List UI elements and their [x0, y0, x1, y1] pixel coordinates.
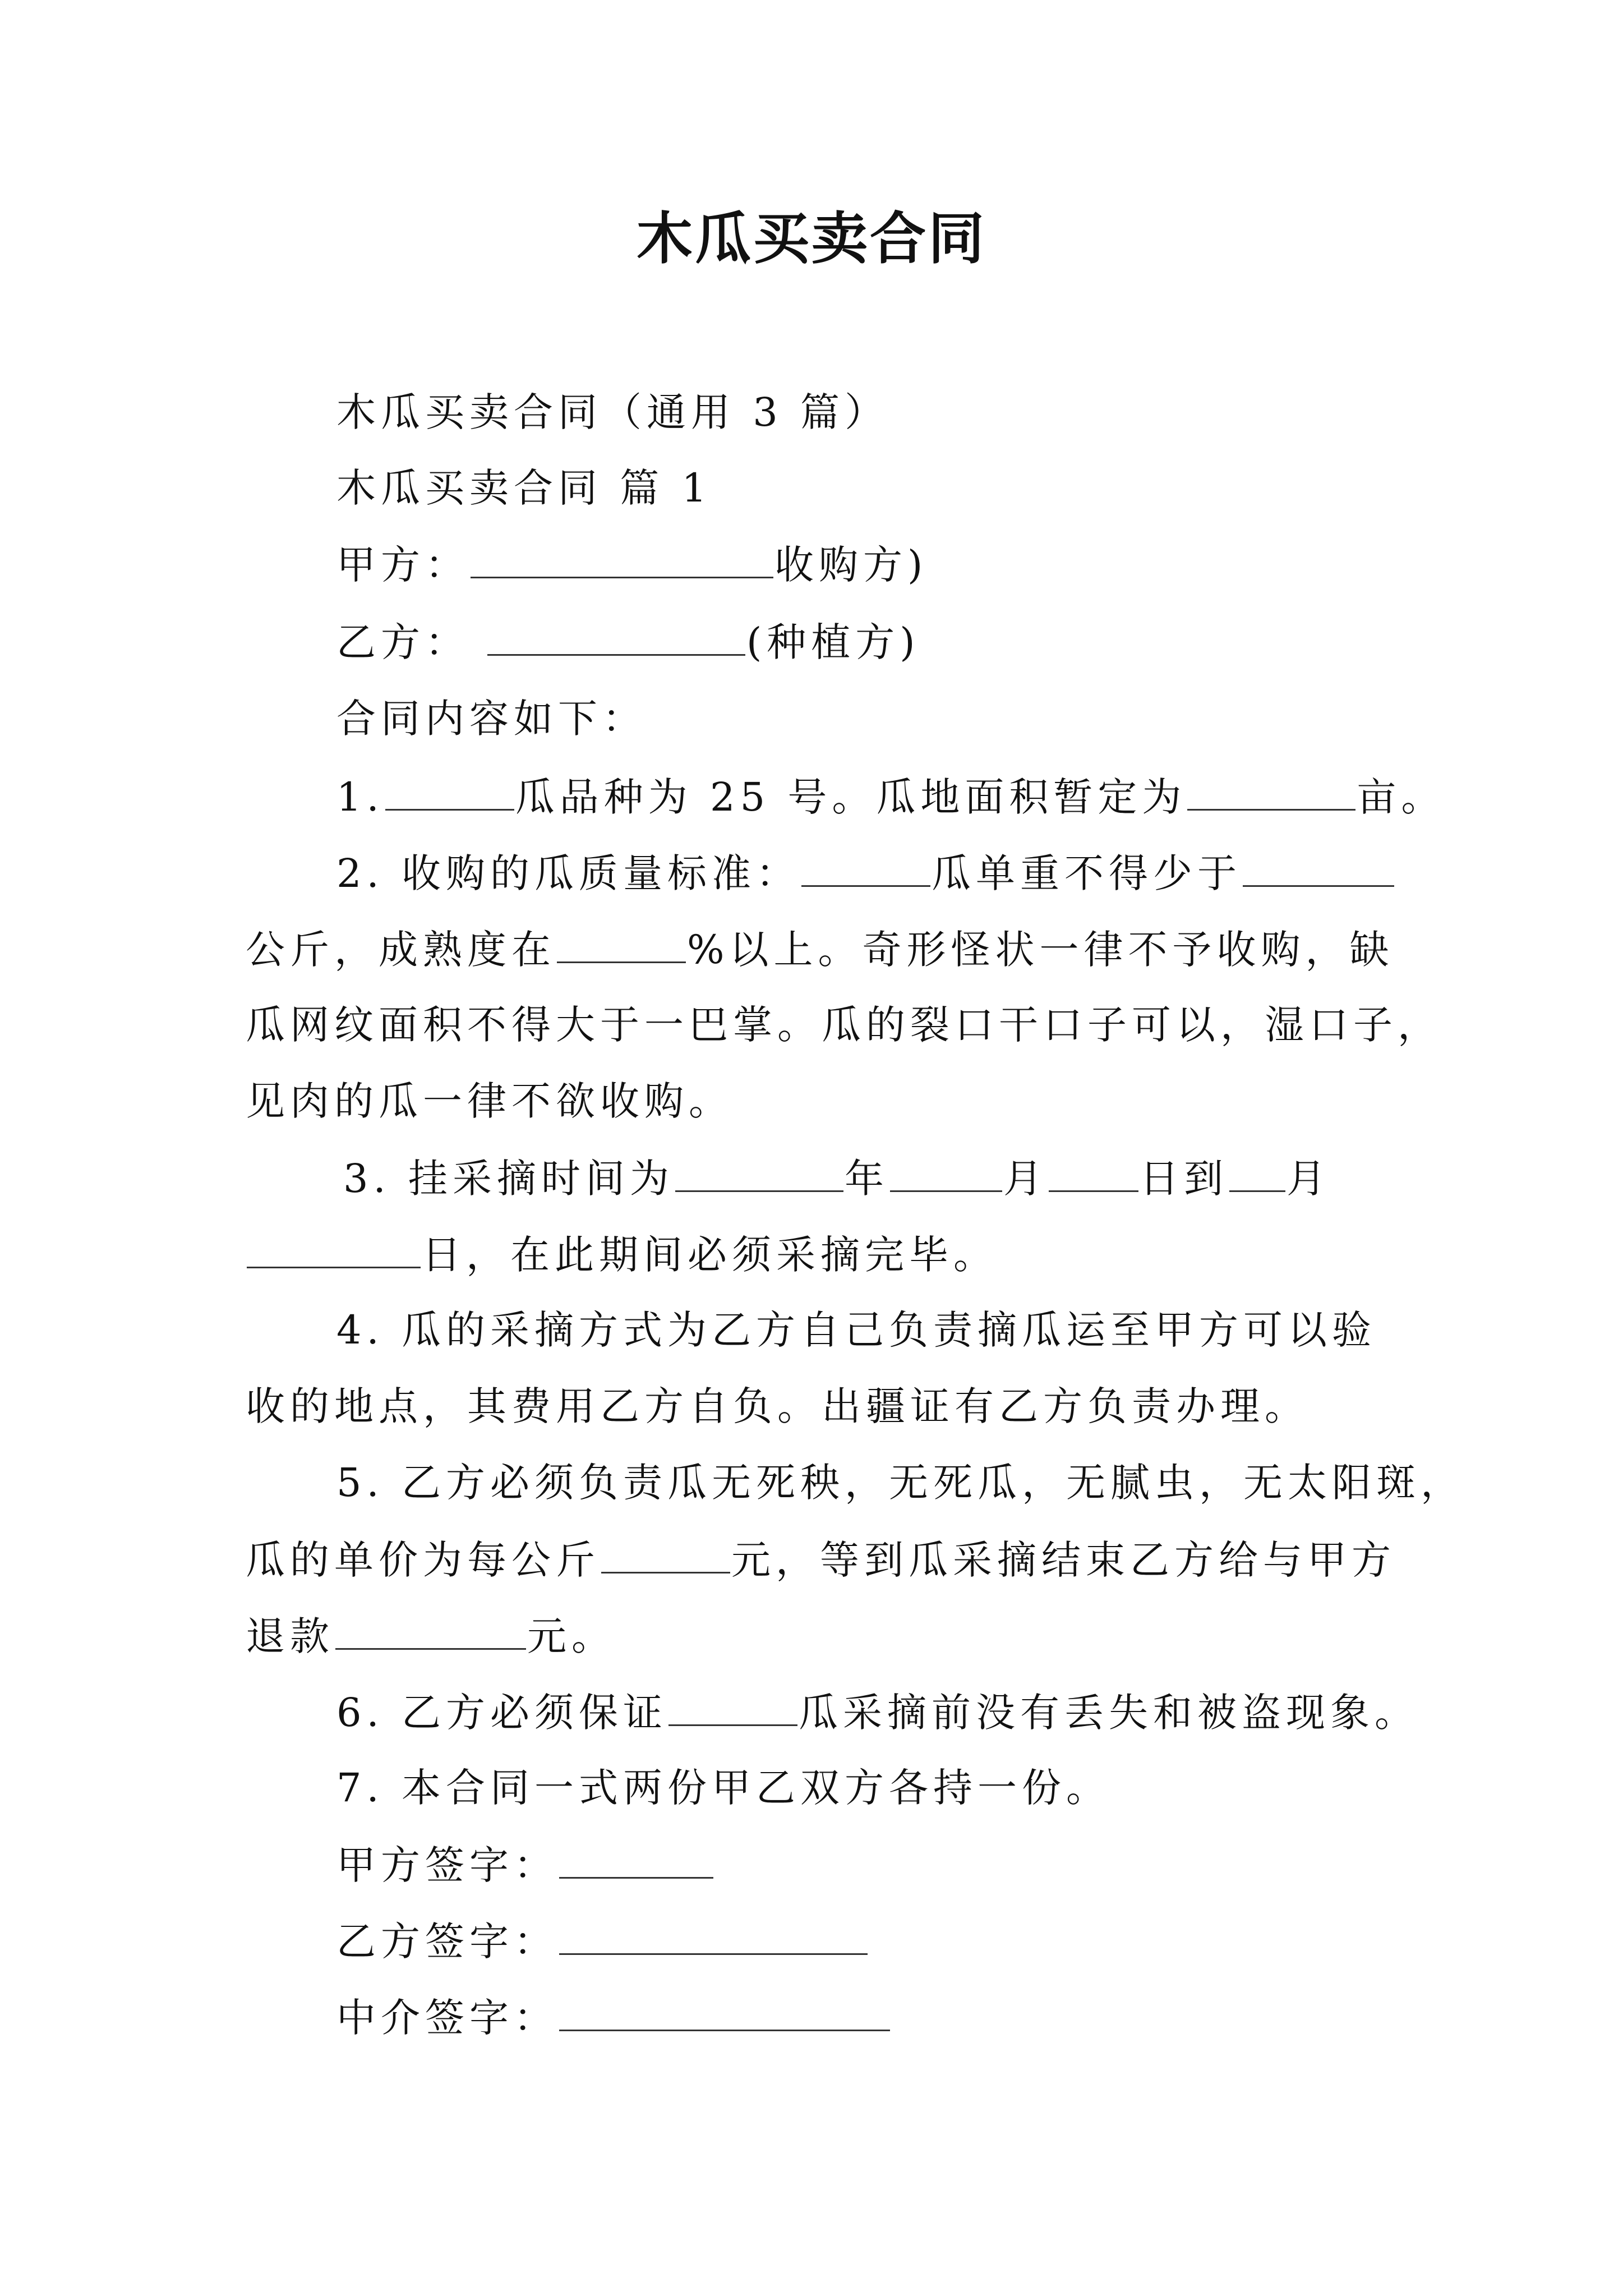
clause-7	[336, 1757, 1110, 1819]
clause-2-text-a: 2. 收购的瓜质量标准：	[336, 850, 801, 896]
clause-4-line-2	[246, 1375, 1309, 1437]
clause-3-blank-month	[890, 1147, 1002, 1192]
clause-1-text: 瓜品种为 25 号。瓜地面积暂定为	[515, 774, 1187, 820]
party-b-line	[336, 610, 920, 673]
clause-3-text-b: 日，在此期间必须采摘完毕。	[422, 1232, 998, 1278]
clause-3-blank-day	[1049, 1147, 1138, 1192]
party-b-role: (种植方)	[746, 619, 920, 665]
clause-6-blank	[668, 1681, 797, 1726]
clause-2-blank-kind	[801, 841, 930, 887]
signature-party-b	[336, 1910, 869, 1972]
clause-2-text-e: 瓜网纹面积不得大于一巴掌。瓜的裂口干口子可以，湿口子，	[246, 1002, 1442, 1048]
clause-2-line-4	[246, 1070, 733, 1132]
clause-1	[336, 765, 1445, 828]
signature-party-a-blank	[559, 1833, 713, 1879]
clause-6-text-a: 6. 乙方必须保证	[336, 1690, 668, 1736]
clause-2-blank-ripeness	[557, 918, 686, 963]
clause-5-text-b: 瓜的单价为每公斤	[246, 1537, 600, 1583]
clause-2-line-3	[246, 994, 1442, 1056]
party-b-blank	[487, 610, 745, 656]
clause-5-line-2	[246, 1528, 1396, 1591]
section-heading	[336, 457, 712, 519]
clause-2-text-b: 瓜单重不得少于	[932, 850, 1242, 896]
subtitle-text: 木瓜买卖合同（通用 3 篇）	[336, 389, 889, 435]
signature-party-b-blank	[559, 1910, 868, 1955]
section-heading-text: 木瓜买卖合同 篇 1	[336, 465, 712, 511]
signature-agent-blank	[559, 1986, 890, 2031]
clause-5-unit: 元。	[527, 1613, 616, 1659]
clause-4-text-a: 4. 瓜的采摘方式为乙方自己负责摘瓜运至甲方可以验	[336, 1307, 1377, 1353]
clause-4-line-1	[336, 1299, 1376, 1361]
clause-3-text-a: 3. 挂采摘时间为	[343, 1156, 675, 1202]
party-a-role: 收购方)	[774, 542, 928, 588]
clause-6	[336, 1681, 1419, 1743]
clause-1-blank-area	[1187, 765, 1355, 811]
clause-3-year-label: 年	[845, 1156, 889, 1202]
clause-7-text: 7. 本合同一式两份甲乙双方各持一份。	[336, 1765, 1111, 1811]
signature-party-b-label: 乙方签字：	[336, 1918, 558, 1964]
clause-2-text-c: 公斤，成熟度在	[246, 927, 556, 973]
signature-party-a-label: 甲方签字：	[336, 1842, 558, 1888]
subtitle-line	[336, 381, 889, 443]
signature-party-a	[336, 1833, 714, 1896]
contract-intro-text: 合同内容如下：	[336, 696, 647, 742]
clause-3-blank-year	[675, 1147, 843, 1192]
contract-intro	[336, 688, 647, 749]
clause-3-blank-end-month	[1229, 1147, 1285, 1192]
clause-3-end-month-label: 月	[1287, 1156, 1331, 1202]
clause-1-unit: 亩。	[1357, 774, 1446, 820]
clause-1-blank-variety	[385, 765, 514, 811]
party-a-line	[336, 533, 928, 596]
clause-5-blank-refund	[335, 1604, 526, 1650]
clause-2-line-2	[246, 918, 1394, 981]
clause-2-text-d: %以上。奇形怪状一律不予收购，缺	[687, 927, 1394, 973]
clause-3-to-label: 日到	[1140, 1156, 1229, 1202]
clause-1-number: 1.	[336, 774, 384, 820]
clause-3-blank-end-day	[247, 1223, 421, 1268]
clause-3-month-label: 月	[1003, 1156, 1048, 1202]
clause-4-text-b: 收的地点，其费用乙方自负。出疆证有乙方负责办理。	[246, 1383, 1309, 1429]
party-b-label: 乙方：	[336, 619, 469, 665]
clause-5-text-c: 元，等到瓜采摘结束乙方给与甲方	[731, 1537, 1396, 1583]
signature-agent-label: 中介签字：	[336, 1995, 558, 2041]
page-title: 木瓜买卖合同	[637, 205, 986, 272]
clause-6-text-b: 瓜采摘前没有丢失和被盗现象。	[799, 1690, 1419, 1736]
clause-3-line-2	[246, 1223, 998, 1286]
clause-5-line-3	[246, 1604, 616, 1667]
clause-5-text-d: 退款	[246, 1613, 334, 1659]
clause-2-text-f: 见肉的瓜一律不欲收购。	[246, 1078, 733, 1124]
clause-2-blank-weight	[1243, 841, 1394, 887]
clause-5-text-a: 5. 乙方必须负责瓜无死秧，无死瓜，无腻虫，无太阳斑，	[336, 1460, 1465, 1506]
party-a-blank	[471, 533, 773, 578]
clause-3-line-1	[343, 1147, 1331, 1209]
clause-5-blank-price	[601, 1528, 730, 1573]
signature-agent	[336, 1986, 891, 2049]
party-a-label: 甲方：	[336, 542, 469, 588]
clause-2-line-1	[336, 841, 1395, 904]
clause-5-line-1	[336, 1452, 1465, 1513]
